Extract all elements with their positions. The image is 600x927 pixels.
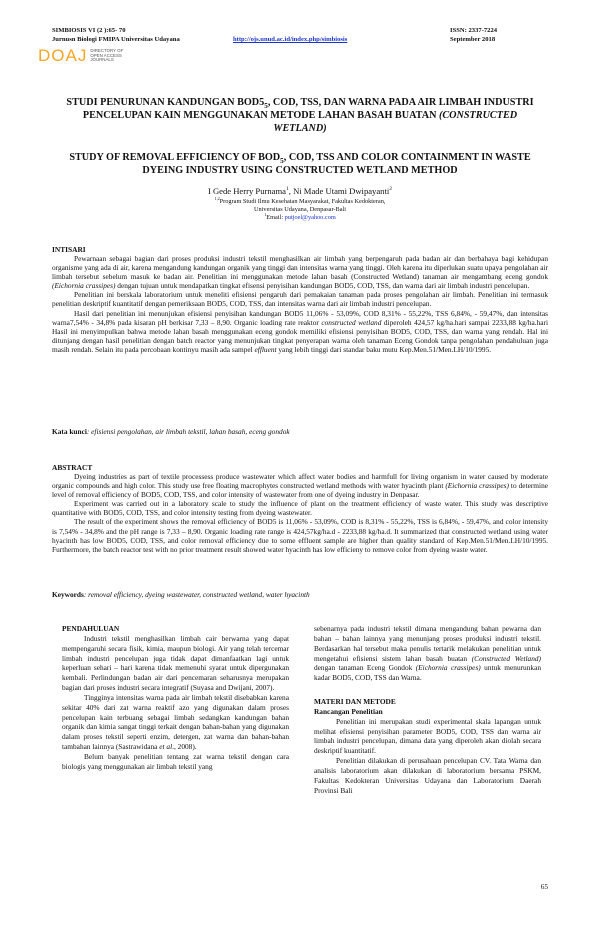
left-p3: Belum banyak penelitian tentang zat warna tekstil dengan cara biologis yang menggunakan air limbah tekstil yang (62, 751, 289, 771)
title-en-line2: DYEING INDUSTRY USING CONSTRUCTED WETLAND METHOD (142, 165, 458, 176)
intisari-p1: Pewarnaan sebagai bagian dari proses produksi industri tekstil menghasilkan air limbah yang berpengaruh pada badan air dan berbahaya bagi kehidupan organisme yang ada di air, karena mengandung kandungan organik yang tinggi dan intensitas warna yang tinggi. Oleh karena itu diperlukan suatu upaya pengolahan air limbah tersebut sebelum masuk ke badan air. Penelitian ini menggunakan metode lahan basah (Constructed Wetland) tanaman air mengambang eceng gondok (Eichornia crassipes) dengan tujuan untuk mendapatkan tingkat efisensi penyisihan kandungan BOD5, COD, TSS, dan warna dari air limbah industri pencelupan. (52, 254, 548, 291)
doaj-logo (38, 44, 130, 68)
journal-url-link[interactable]: http://ojs.unud.ac.id/index.php/simbiosis (233, 36, 348, 43)
left-p1: Industri tekstil menghasilkan limbah cair berwarna yang dapat mempengaruhi secara fisik, kimia, maupun biologi. Air yang telah tercemar limbah industri pencelupan juga tidak dapat dimanfaatkan lagi untuk keperluan sehari – hari karena tidak memenuhi syarat untuk dipergunakan kembali. Perlindungan badan air dari pencemaran seharusnya merupakan bagian dari proses industri secara integratif (Suyasa and Dwijani, 2007). (62, 633, 289, 693)
title-id-line3: WETLAND) (273, 123, 327, 134)
right-p3: Penelitian dilakukan di perusahaan pencelupan CV. Tata Warna dan analisis laboratorium akan dilakukan di laboratorium bersama PSKM, Fakultas Kedokteran Universitas Udayana dan Laboratorium Daerah Provinsi Bali (314, 756, 541, 795)
title-en-line1: STUDY OF REMOVAL EFFICIENCY OF $BOD_5$, COD, TSS AND COLOR CONTAINMENT IN WASTE (69, 152, 531, 166)
abstract-p3: The result of the experiment shows the removal efficiency of BOD5 is 11,06% - 53,09%, COD is 8,31% - 55,22%, TSS is 6,84%, - 59,47%, and color intensity is 7,54% - 34,8% and the pH range is 7,33 – 8,90. Organic loading rate range is 424,57kg/ha.d - 2233,88 kg/ha.d. It summarized that constructed wetland using water hyacinth has low BOD5, COD, TSS, and color removal efficiency due to some effluent sample are higher than quality standard of Kep.Men.51/Men.LH/10/1995. Furthermore, the batch reactor test with no prior treatment result showed water hyacinth has low efficieny to remove color from dyeing waste water. (52, 517, 548, 554)
journal-volume: SIMBIOSIS VI (2 ):65- 70 (52, 27, 126, 34)
abstract-p1: Dyeing industries as part of textile processess produce wastewater which affect water bodies and harmfull for living organism in water caused by moderate organic compounds and high color. This study use free floating macrophytes constructed wetland methods with water hyacinth plant (Eichornia crassipes) to determine level of removal efficiency of BOD5, COD, TSS, and color intensity of wastewater from one of dyeing industry in Denpasar. (52, 472, 548, 500)
intisari-p2: Penelitian ini berskala laboratorium untuk meneliti efisiensi pengaruh dari pemakaian tanaman pada proses pengolahan air limbah. Penelitian ini termasuk penelitian deskriptif kuantitatif dengan pemeriksaan BOD5, COD, TSS, dan intensitas warna dari air limbah industri pencelupan. (52, 290, 548, 309)
materi-heading: MATERI DAN METODE (314, 697, 396, 707)
left-p2: Tingginya intensitas warna pada air limbah tekstil disebabkan karena sekitar 40% dari zat warna reaktif azo yang digunakan dalam proses pencelupan kain terbuang sebagai limbah sedangkan kandungan bahan organik dan kimia sangat tinggi terkait dengan bahan-bahan yang digunakan dalam proses tekstil seperti enzim, detergen, zat warna dan bahan-bahan tambahan lainnya (Sastrawidana et al., 2008). (62, 692, 289, 752)
issue-date: September 2018 (450, 36, 496, 43)
email-link[interactable]: putjoel@yahoo.com (284, 213, 336, 221)
page-number: 65 (540, 882, 548, 891)
keywords: Keywords: removal efficiency, dyeing wastewater, constructed wetland, water hyacinth (52, 590, 310, 599)
pendahuluan-heading: PENDAHULUAN (62, 624, 120, 633)
left-column (62, 624, 289, 772)
abstract-heading: ABSTRACT (52, 463, 93, 472)
journal-name: Jurnusn Biologi FMIPA Universitas Udayana (52, 36, 180, 43)
intisari-p3: Hasil dari penelitian ini menunjukan efisiensi penyisihan kandungan BOD5 11,06% - 53,09%, COD 8,31% - 55,22%, TSS 6,84%, - 59,47%, dan intensitas warna7,54% - 34,8% pada kisaran pH berkisar 7,33 – 8,90. Organic loading rate reaktor constructed wetland diperoleh 424,57 kg/ha.hari sampai 2233,88 kg/ha.hari Hasil ini menyimpulkan bahwa metode lahan basah menggunakan eceng gondok memiliki efisiensi penyisihan BOD5, COD, TSS, dan warna yang rendah. Hal ini ditunjang dengan hasil penelitian dengan batch reactor yang menunjukan tingkat penyerapan warna oleh tanaman Eceng Gondok tanpa pengolahan pendahuluan juga masih rendah. Selain itu pada percobaan kontinyu masih ada sampel effluent yang lebih tinggi dari standar baku mutu Kep.Men.51/Men.LH/10/1995. (52, 308, 549, 354)
right-p2: Penelitian ini merupakan studi experimental skala lapangan untuk melihat efisiensi penyisihan parameter BOD5, COD, TSS dan warna air limbah industri pencelupan, dimana data yang diperoleh akan diolah secara deskriptif kuantitatif. (314, 716, 541, 756)
abstract-p2: Experiment was carried out in a laboratory scale to study the influence of plant on the treatment efficiency of waste water. This study was descriptive quantitative with BOD5, COD, TSS, and color intensity testing from dyeing wastewater. (52, 499, 548, 518)
doaj-logo-subtext: DIRECTORY OF OPEN ACCESS JOURNALS (90, 48, 124, 63)
right-column (314, 624, 541, 796)
rancangan-subheading: Rancangan Penelitian (314, 706, 383, 716)
kata-kunci: Kata kunci: efisiensi pengolahan, air limbah tekstil, lahan basah, eceng gondok (52, 427, 290, 436)
doaj-logo-text: DOAJ (38, 46, 88, 65)
title-id-line2: PENCELUPAN KAIN MENGGUNAKAN METODE LAHAN BASAH BUATAN (CONSTRUCTED (82, 110, 518, 121)
affiliation: $^{1,2}$Program Studi Ilmu Kesehatan Masyarakat, Fakultas Kedokteran, Universitas Udayana, Denpasar-Bali $^1$Email: putjoel@yahoo.com (214, 195, 386, 221)
title-english (40, 151, 560, 177)
intisari-body (52, 254, 548, 354)
intisari-heading: INTISARI (52, 245, 86, 254)
right-p1: sebenarnya pada industri tekstil dimana mengandung bahan pewarna dan bahan – bahan lainnya yang menunjang proses produksi industri tekstil. Berdasarkan hal tersebut maka penulis tertarik melakukan penelitian untuk mengetahui efisiensi sistem lahan basah buatan (Constructed Wetland) dengan tanaman Eceng Gondok (Eichornia crassipes) untuk menurunkan kadar BOD5, COD, TSS dan Warna. (314, 624, 542, 683)
issn: ISSN: 2337-7224 (450, 27, 498, 34)
journal-url[interactable] (233, 36, 347, 44)
abstract-body (52, 472, 548, 554)
authors: I Gede Herry Purnama$^1$, Ni Made Utami Dwipayanti$^2$ (207, 186, 393, 196)
title-id-line1: STUDI PENURUNAN KANDUNGAN $BOD5_5$, COD, TSS, DAN WARNA PADA AIR LIMBAH INDUSTRI (66, 97, 534, 111)
title-indonesian (40, 96, 560, 135)
